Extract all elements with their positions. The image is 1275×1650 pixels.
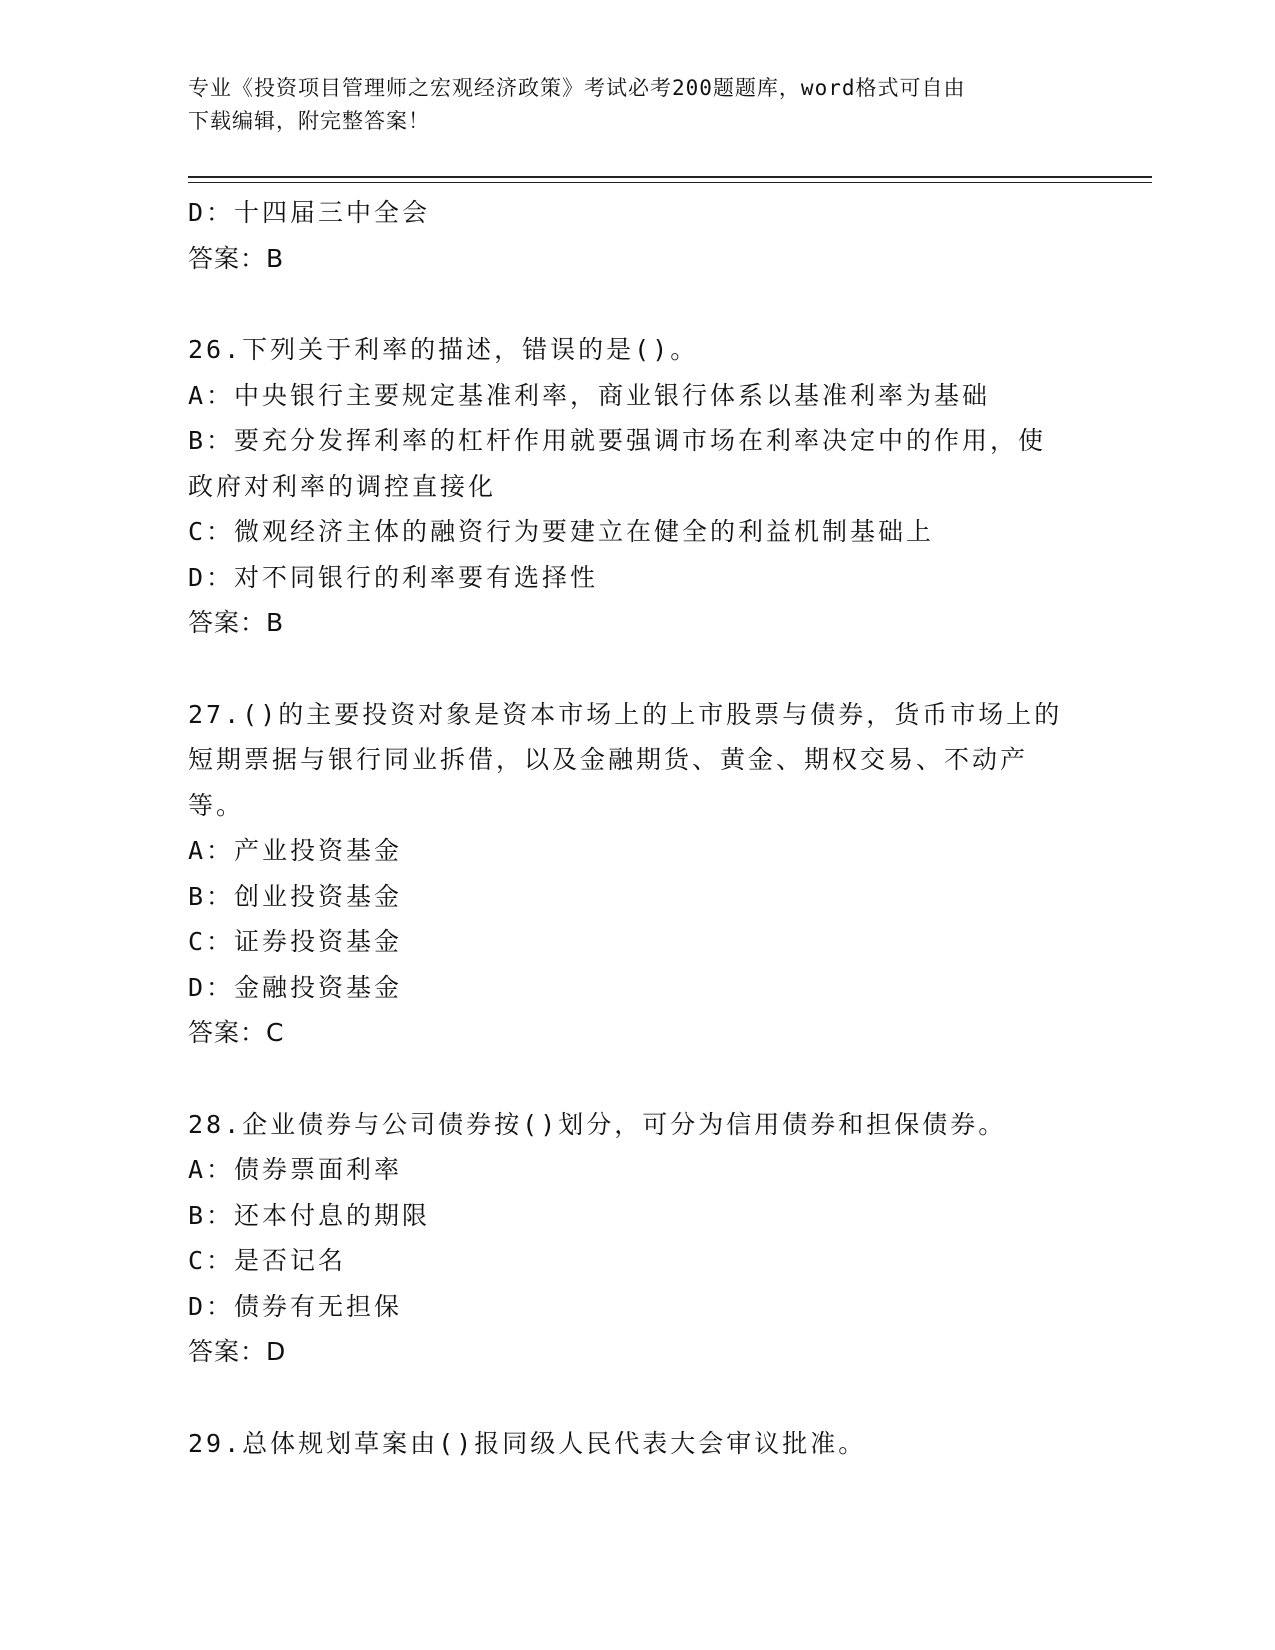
option-d: D：十四届三中全会	[188, 198, 431, 227]
question-stem: 28.企业债券与公司债券按()划分，可分为信用债券和担保债券。	[188, 1109, 1007, 1139]
option-b-continued: 政府对利率的调控直接化	[188, 471, 497, 501]
option-b: B：要充分发挥利率的杠杆作用就要强调市场在利率决定中的作用，使	[188, 426, 1047, 455]
question-25-tail	[188, 190, 1088, 281]
option-c: C：微观经济主体的融资行为要建立在健全的利益机制基础上	[188, 517, 935, 546]
option-d: D：对不同银行的利率要有选择性	[188, 562, 599, 592]
option-c: C：是否记名	[188, 1246, 347, 1275]
header-title-line-2: 下载编辑，附完整答案！	[188, 109, 430, 133]
option-b: B：还本付息的期限	[188, 1200, 431, 1230]
question-26	[188, 327, 1088, 646]
answer-line: 答案：B	[188, 608, 285, 637]
answer-line: 答案：B	[188, 243, 285, 273]
question-29	[188, 1421, 1088, 1467]
question-spacer	[188, 1375, 1088, 1421]
option-a: A：产业投资基金	[188, 836, 403, 865]
question-27	[188, 692, 1088, 1056]
header-divider-thin	[188, 182, 1152, 183]
option-d: D：金融投资基金	[188, 972, 403, 1002]
option-a: A：债券票面利率	[188, 1155, 403, 1184]
question-stem-continued: 短期票据与银行同业拆借，以及金融期货、黄金、期权交易、不动产	[188, 745, 1029, 774]
option-a: A：中央银行主要规定基准利率，商业银行体系以基准利率为基础	[188, 380, 991, 410]
question-spacer	[188, 646, 1088, 692]
question-stem: 27.()的主要投资对象是资本市场上的上市股票与债券，货币市场上的	[188, 699, 1063, 729]
header-title-line-1: 专业《投资项目管理师之宏观经济政策》考试必考200题题库，word格式可自由	[188, 76, 966, 100]
question-spacer	[188, 1056, 1088, 1102]
question-stem: 26.下列关于利率的描述，错误的是()。	[188, 335, 699, 364]
header-divider-thick	[188, 176, 1152, 178]
option-c: C：证券投资基金	[188, 927, 403, 956]
option-d: D：债券有无担保	[188, 1291, 403, 1321]
option-b: B：创业投资基金	[188, 881, 403, 911]
question-stem: 29.总体规划草案由()报同级人民代表大会审议批准。	[188, 1428, 867, 1458]
question-spacer	[188, 281, 1088, 327]
document-header	[188, 72, 1068, 138]
question-28	[188, 1102, 1088, 1375]
question-list	[188, 190, 1088, 1466]
question-stem-continued: 等。	[188, 790, 245, 820]
answer-line: 答案：C	[188, 1018, 285, 1047]
answer-line: 答案：D	[188, 1337, 287, 1366]
